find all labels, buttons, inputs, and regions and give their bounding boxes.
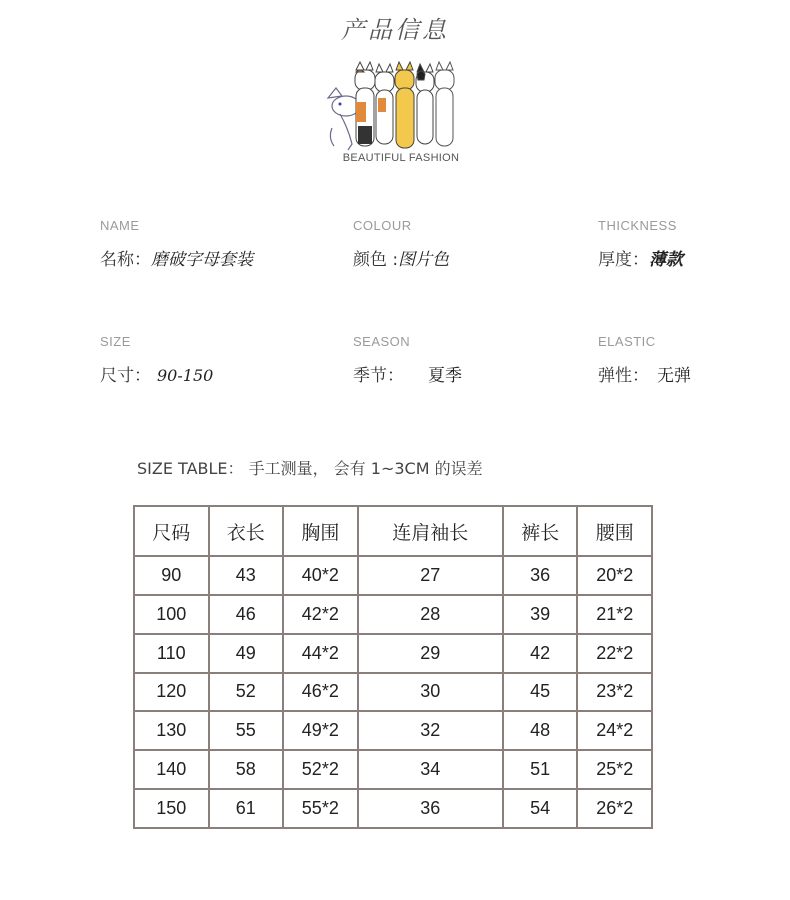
table-cell: 150	[134, 789, 209, 828]
table-cell: 45	[503, 673, 578, 712]
table-cell: 51	[503, 750, 578, 789]
table-cell: 55*2	[283, 789, 358, 828]
attr-key: 厚度：	[598, 250, 649, 270]
table-row	[134, 595, 652, 634]
attr-key: 颜色 :	[353, 250, 399, 270]
attr-label-en: SEASON	[353, 334, 411, 349]
table-cell: 90	[134, 556, 209, 595]
table-cell: 20*2	[577, 556, 652, 595]
attr-season	[353, 334, 462, 386]
table-header-row	[134, 506, 652, 556]
attr-value: 无弹	[657, 366, 691, 386]
table-cell: 49	[209, 634, 284, 673]
attr-key: 弹性：	[598, 366, 649, 386]
table-cell: 55	[209, 711, 284, 750]
attr-key: 尺寸：	[100, 366, 151, 386]
attr-colour	[353, 218, 449, 270]
table-cell: 100	[134, 595, 209, 634]
table-row	[134, 750, 652, 789]
attr-label-en: COLOUR	[353, 218, 412, 233]
table-cell: 42	[503, 634, 578, 673]
table-cell: 140	[134, 750, 209, 789]
table-cell: 34	[358, 750, 503, 789]
table-cell: 43	[209, 556, 284, 595]
table-cell: 48	[503, 711, 578, 750]
attr-name	[100, 218, 253, 270]
attr-label-en: THICKNESS	[598, 218, 677, 233]
table-cell: 52	[209, 673, 284, 712]
attr-value: 夏季	[428, 366, 462, 386]
table-cell: 39	[503, 595, 578, 634]
table-row	[134, 711, 652, 750]
table-cell: 46	[209, 595, 284, 634]
table-cell: 44*2	[283, 634, 358, 673]
attr-key: 季节：	[353, 366, 404, 386]
table-row	[134, 789, 652, 828]
attr-value: 磨破字母套装	[151, 250, 253, 270]
page-title: 产品信息	[341, 16, 449, 44]
table-cell: 58	[209, 750, 284, 789]
attr-elastic	[598, 334, 691, 386]
table-cell: 32	[358, 711, 503, 750]
table-row	[134, 556, 652, 595]
table-cell: 120	[134, 673, 209, 712]
table-cell: 23*2	[577, 673, 652, 712]
table-cell: 26*2	[577, 789, 652, 828]
column-header: 衣长	[209, 506, 284, 556]
attr-value: 图片色	[398, 250, 450, 270]
attr-thickness	[598, 218, 683, 270]
table-cell: 25*2	[577, 750, 652, 789]
brand-name: BEAUTIFUL FASHION	[342, 152, 460, 164]
table-cell: 21*2	[577, 595, 652, 634]
attr-value: 90-150	[157, 366, 214, 385]
table-cell: 28	[358, 595, 503, 634]
column-header: 腰围	[577, 506, 652, 556]
attr-value: 薄款	[649, 250, 683, 270]
attr-label-en: SIZE	[100, 334, 131, 349]
column-header: 胸围	[283, 506, 358, 556]
size-table	[133, 505, 653, 829]
attr-label-en: NAME	[100, 218, 140, 233]
table-cell: 42*2	[283, 595, 358, 634]
table-cell: 30	[358, 673, 503, 712]
table-cell: 27	[358, 556, 503, 595]
table-cell: 61	[209, 789, 284, 828]
table-cell: 36	[358, 789, 503, 828]
column-header: 连肩袖长	[358, 506, 503, 556]
table-cell: 24*2	[577, 711, 652, 750]
table-cell: 36	[503, 556, 578, 595]
table-cell: 40*2	[283, 556, 358, 595]
column-header: 尺码	[134, 506, 209, 556]
table-cell: 110	[134, 634, 209, 673]
table-cell: 46*2	[283, 673, 358, 712]
attr-label-en: ELASTIC	[598, 334, 656, 349]
table-cell: 29	[358, 634, 503, 673]
table-row	[134, 673, 652, 712]
size-table-label: SIZE TABLE： 手工测量， 会有 1~3CM 的误差	[137, 459, 483, 478]
table-row	[134, 634, 652, 673]
table-cell: 130	[134, 711, 209, 750]
attr-size	[100, 334, 213, 386]
table-cell: 54	[503, 789, 578, 828]
attr-key: 名称：	[100, 250, 151, 270]
table-cell: 22*2	[577, 634, 652, 673]
table-cell: 52*2	[283, 750, 358, 789]
column-header: 裤长	[503, 506, 578, 556]
table-cell: 49*2	[283, 711, 358, 750]
